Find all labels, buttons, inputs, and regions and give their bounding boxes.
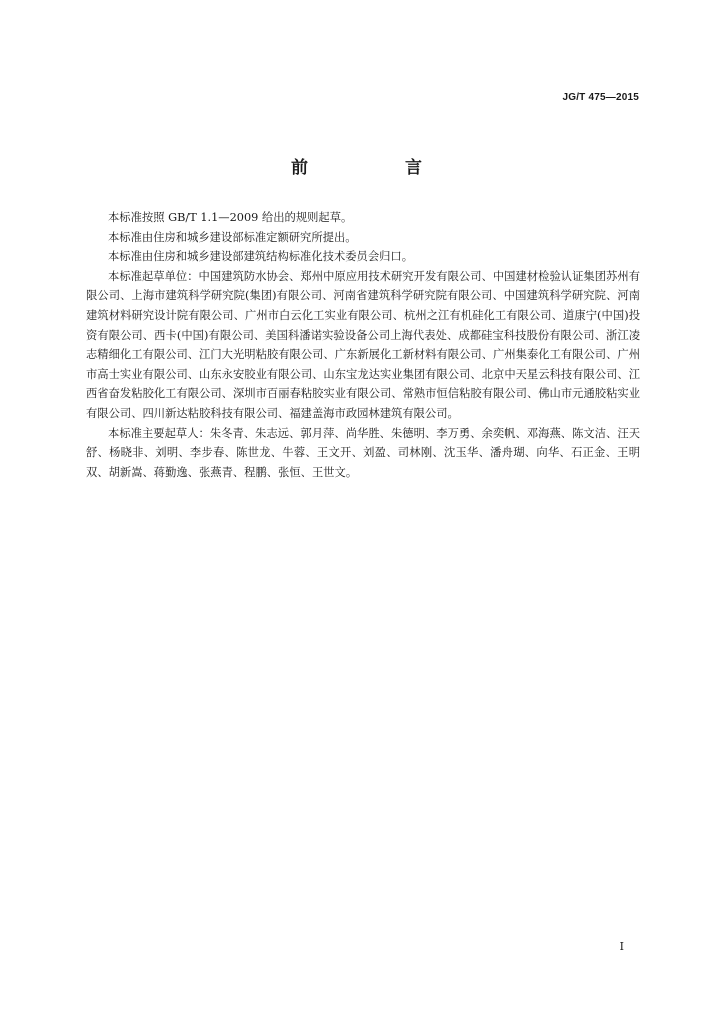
paragraph-proposer: 本标准由住房和城乡建设部标准定额研究所提出。 <box>108 230 357 244</box>
page-title: 前 言 <box>291 158 462 178</box>
document-body <box>86 208 640 482</box>
paragraph-drafting-organizations: 本标准起草单位：中国建筑防水协会、郑州中原应用技术研究开发有限公司、中国建材检验认证集团苏州有限公司、上海市建筑科学研究院(集团)有限公司、河南省建筑科学研究院有限公司、中国建筑科学研究院、河南建筑材料研究设计院有限公司、广州市白云化工实业有限公司、杭州之江有机硅化工有限公司、道康宁(中国)投资有限公司、西卡(中国)有限公司、美国科潘诺实验设备公司上海代表处、成都硅宝科技股份有限公司、浙江凌志精细化工有限公司、江门大光明粘胶有限公司、广东新展化工新材料有限公司、广州集泰化工有限公司、广州市高士实业有限公司、山东永安胶业有限公司、山东宝龙达实业集团有限公司、北京中天星云科技有限公司、江西省奋发粘胶化工有限公司、深圳市百丽春粘胶实业有限公司、常熟市恒信粘胶有限公司、佛山市元通胶粘实业有限公司、四川新达粘胶科技有限公司、福建盖海市政园林建筑有限公司。 <box>86 269 640 420</box>
page-number: I <box>619 940 624 953</box>
paragraph-responsible-committee: 本标准由住房和城乡建设部建筑结构标准化技术委员会归口。 <box>108 250 414 264</box>
standard-code: JG/T 475—2015 <box>562 92 639 103</box>
paragraph-drafting-rules: 本标准按照 GB/T 1.1—2009 给出的规则起草。 <box>108 211 353 224</box>
paragraph-main-drafters: 本标准主要起草人：朱冬青、朱志远、郭月萍、尚华胜、朱德明、李万勇、余奕帆、邓海燕、陈文洁、汪天舒、杨晓非、刘明、李步春、陈世龙、牛蓉、王文开、刘盈、司林刚、沈玉华、潘舟瑚、向华、石正金、王明双、胡新嵩、蒋勤逸、张燕青、程鹏、张恒、王世文。 <box>86 426 640 479</box>
